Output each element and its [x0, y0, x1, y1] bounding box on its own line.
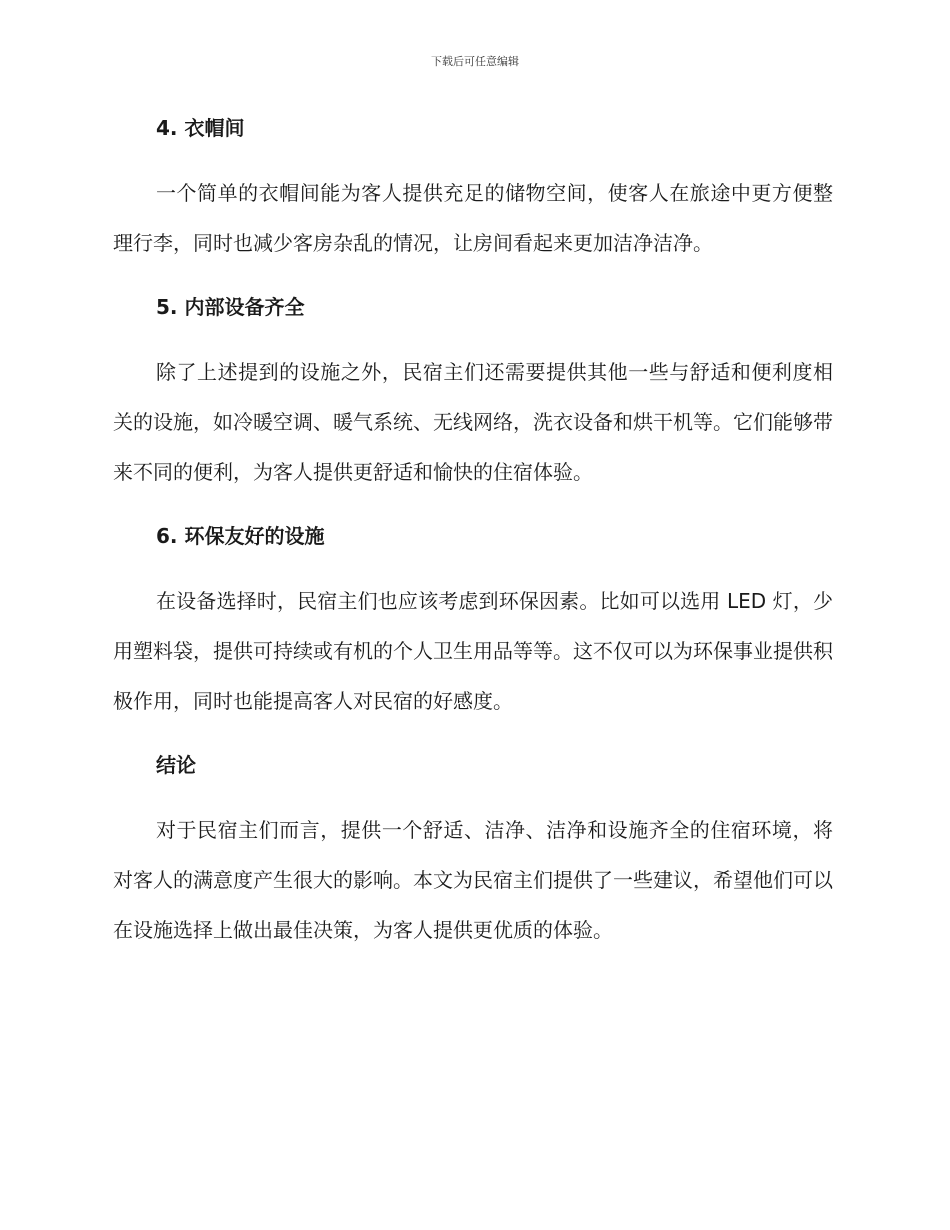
section-heading-eco-facilities: 6. 环保友好的设施 — [156, 524, 325, 548]
section-body-wardrobe: 一个简单的衣帽间能为客人提供充足的储物空间，使客人在旅途中更方便整理行李，同时也减少客房杂乱的情况，让房间看起来更加洁净洁净。 — [113, 181, 833, 255]
section-heading-conclusion: 结论 — [156, 753, 196, 777]
section-heading-equipment: 5. 内部设备齐全 — [156, 295, 305, 319]
section-body-equipment: 除了上述提到的设施之外，民宿主们还需要提供其他一些与舒适和便利度相关的设施，如冷暖空调、暖气系统、无线网络，洗衣设备和烘干机等。它们能够带来不同的便利，为客人提供更舒适和愉快的住宿体验。 — [113, 360, 833, 484]
document-body — [113, 112, 833, 955]
page-header: 下载后可任意编辑 — [431, 55, 519, 68]
section-heading-wardrobe: 4. 衣帽间 — [156, 116, 245, 140]
section-body-eco-facilities: 在设备选择时，民宿主们也应该考虑到环保因素。比如可以选用 LED 灯，少用塑料袋，提供可持续或有机的个人卫生用品等等。这不仅可以为环保事业提供积极作用，同时也能提高客人对民宿的好感度。 — [113, 589, 833, 713]
section-body-conclusion: 对于民宿主们而言，提供一个舒适、洁净、洁净和设施齐全的住宿环境，将对客人的满意度产生很大的影响。本文为民宿主们提供了一些建议，希望他们可以在设施选择上做出最佳决策，为客人提供更优质的体验。 — [113, 818, 833, 942]
